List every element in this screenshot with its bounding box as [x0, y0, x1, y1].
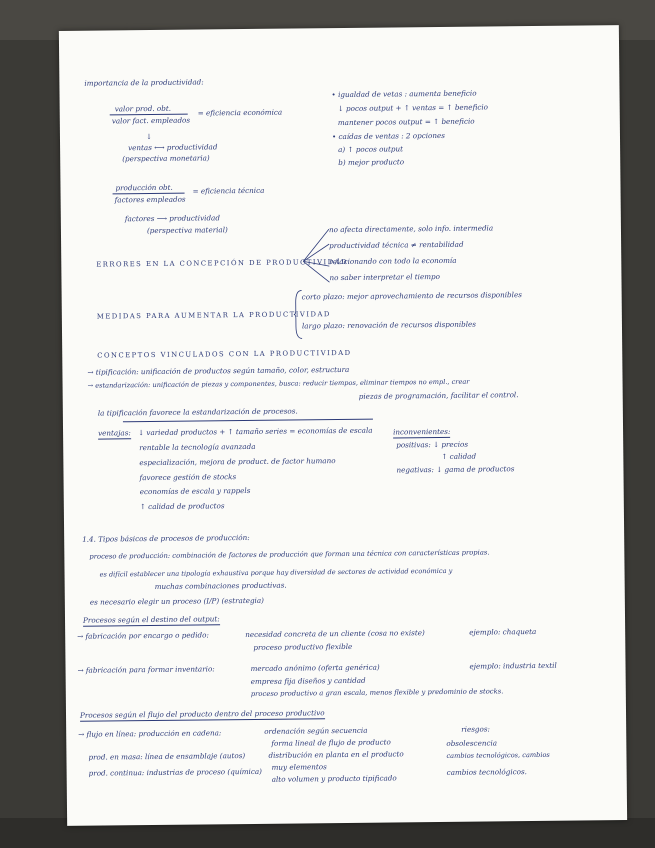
tipificacion-title: la tipificación favorece la estandarización de procesos. [97, 406, 298, 418]
medidas-title: MEDIDAS PARA AUMENTAR LA PRODUCTIVIDAD [96, 310, 331, 321]
riesgos-item-1: obsolescencia [446, 738, 498, 748]
inventario-label: → fabricación para formar inventario: [77, 664, 215, 675]
ventas-productividad: ventas ⟷ productividad [128, 142, 218, 153]
inconvenientes-label: inconvenientes: [393, 426, 451, 437]
medidas-item-2: largo plazo: renovación de recursos disponibles [301, 319, 476, 331]
ventajas-item-1: ↓ variedad productos + ↑ tamaño series = economías de escala [138, 425, 373, 438]
right-note-3: mantener pocos output = ↑ beneficio [337, 116, 475, 128]
ventajas-item-3: especialización, mejora de product. de factor humano [139, 456, 336, 468]
ventajas-item-5: economías de escala y rappels [139, 485, 251, 497]
riesgos-label: riesgos: [461, 724, 490, 734]
right-note-6: b) mejor producto [338, 157, 405, 168]
fraction-2-numerator: producción obt. [115, 182, 173, 193]
proceso-definicion-3: muchas combinaciones productivas. [154, 580, 287, 591]
ventajas-item-4: favorece gestión de stocks [139, 472, 237, 483]
errores-item-3: relacionando con todo la economía [329, 255, 457, 267]
fraction-1-numerator: valor prod. obt. [114, 103, 172, 114]
conceptos-item-2: → estandarización: unificación de piezas y componentes, busca: reducir tiempos, eliminar tiempos no empl., crear [87, 377, 470, 390]
encargo-desc: necesidad concreta de un cliente (cosa no existe) [245, 628, 425, 640]
medidas-item-1: corto plazo: mejor aprovechamiento de recursos disponibles [301, 290, 522, 302]
inventario-item-3: proceso productivo a gran escala, menos flexible y predominio de stocks. [250, 687, 504, 698]
section-title-importancia: importancia de la productividad: [84, 77, 204, 88]
inconvenientes-item-2: ↑ calidad [441, 451, 477, 461]
right-note-2: ↓ pocos output + ↑ ventas = ↑ beneficio [337, 102, 489, 114]
fraction-2-denominator: factores empleados [114, 194, 186, 205]
masa-label: prod. en masa: línea de ensamblaje (autos) [88, 751, 246, 762]
ventajas-label: ventajas: [98, 428, 131, 438]
tipos-title: 1.4. Tipos básicos de procesos de producción: [82, 532, 250, 544]
encargo-desc-2: proceso productivo flexible [253, 641, 353, 652]
encargo-label: → fabricación por encargo o pedido: [77, 630, 209, 641]
errores-title: ERRORES EN LA CONCEPCIÓN DE PRODUCTIVIDAD [96, 257, 349, 269]
linea-item-4: muy elementos [271, 762, 327, 772]
inventario-item-1: mercado anónimo (oferta genérica) [250, 662, 380, 673]
right-note-5: a) ↑ pocos output [338, 144, 404, 155]
riesgos-item-2: cambios tecnológicos, cambios [446, 750, 550, 760]
arrow-down: ↓ [145, 131, 153, 142]
conceptos-title: CONCEPTOS VINCULADOS CON LA PRODUCTIVIDAD [97, 348, 352, 360]
perspectiva-material: (perspectiva material) [146, 225, 228, 236]
perspectiva-monetaria: (perspectiva monetaria) [122, 153, 210, 164]
inconvenientes-item-3: negativas: ↓ gama de productos [396, 464, 515, 475]
inventario-ejemplo: ejemplo: industria textil [469, 660, 557, 671]
factores-productividad: factores ⟶ productividad [124, 213, 220, 224]
proceso-definicion-4: es necesario elegir un proceso (I/P) (estrategia) [89, 595, 264, 607]
errores-item-2: productividad técnica ≠ rentabilidad [329, 239, 464, 251]
conceptos-item-2b: piezas de programación, facilitar el control. [358, 390, 519, 401]
linea-label: → flujo en línea: producción en cadena: [78, 728, 222, 739]
fraction-1-denominator: valor fact. empleados [111, 115, 191, 126]
continua-label: prod. continua: industrias de proceso (química) [88, 766, 262, 778]
proceso-definicion-2: es difícil establecer una tipología exhaustiva porque hay diversidad de sectores de actividad económica y [99, 566, 453, 579]
linea-item-3: distribución en planta en el producto [268, 749, 404, 760]
encargo-ejemplo: ejemplo: chaqueta [469, 626, 537, 637]
right-note-1: • igualdad de vetas : aumenta beneficio [331, 88, 477, 100]
errores-item-4: no saber interpretar el tiempo [329, 271, 441, 283]
flujo-title: Procesos según el flujo del producto dentro del proceso productivo [79, 708, 325, 720]
conceptos-item-1: → tipificación: unificación de productos según tamaño, color, estructura [87, 364, 350, 377]
errores-item-1: no afecta directamente, solo info. intermedia [328, 223, 494, 235]
notebook-page [59, 25, 627, 826]
fraction-2-equals: = eficiencia técnica [192, 185, 265, 196]
linea-item-1: ordenación según secuencia [264, 725, 368, 736]
fraction-1-equals: = eficiencia económica [197, 107, 283, 118]
inconvenientes-item-1: positivas: ↓ precios [396, 439, 469, 450]
ventajas-item-2: rentable la tecnología avanzada [139, 441, 256, 453]
riesgos-item-3: cambios tecnológicos. [446, 767, 527, 777]
linea-item-2: forma lineal de flujo de producto [271, 737, 391, 748]
proceso-definicion: proceso de producción: combinación de factores de producción que forman una técnica con características propias. [89, 548, 490, 561]
tipificacion-underline [123, 419, 373, 422]
inventario-item-2: empresa fija diseños y cantidad [250, 675, 366, 686]
right-note-4: • caídas de ventas : 2 opciones [331, 130, 445, 142]
destino-title: Procesos según el destino del output: [82, 614, 220, 625]
linea-item-5: alto volumen y producto tipificado [271, 773, 397, 784]
ventajas-item-6: ↑ calidad de productos [139, 501, 225, 512]
